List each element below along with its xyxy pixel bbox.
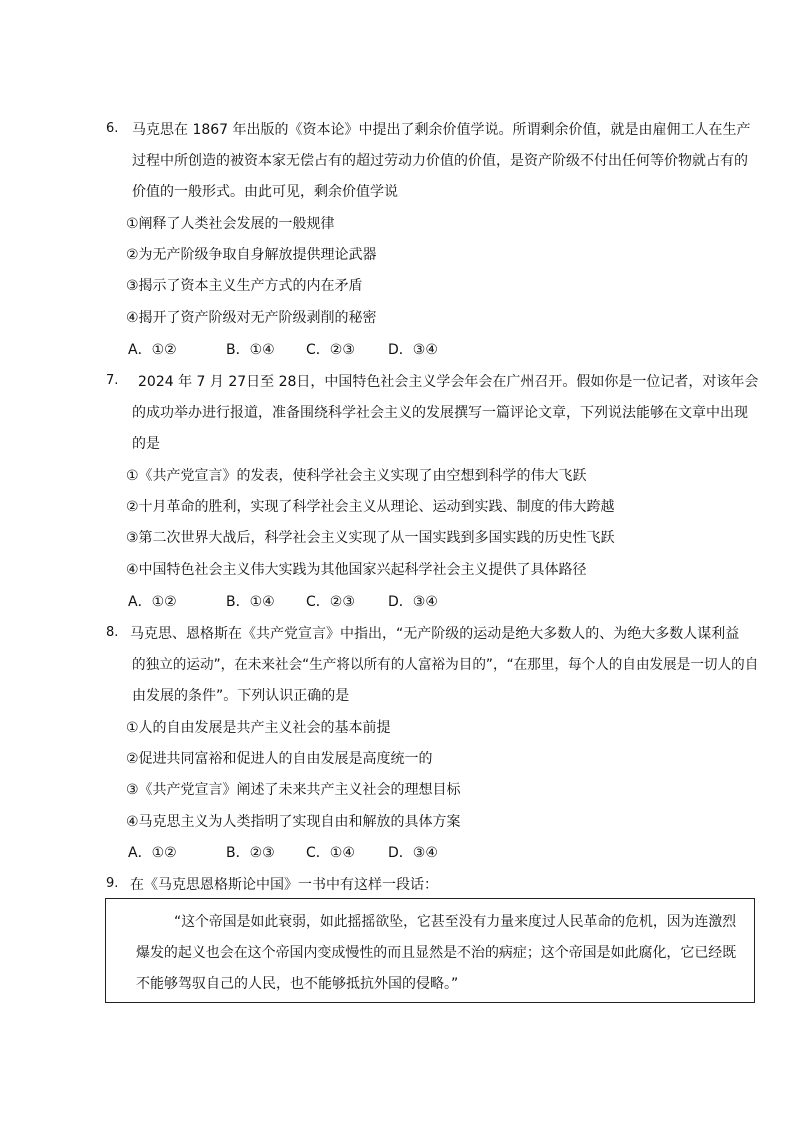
question-stem-line: 的是 [132, 436, 160, 452]
question-stem-line: 的独立的运动”，在未来社会“生产将以所有的人富裕为目的”，“在那里，每个人的自由发展是一切人的自 [132, 657, 759, 673]
statement-2: ②为无产阶级争取自身解放提供理论武器 [126, 247, 377, 263]
question-stem-line: 价值的一般形式。由此可见，剩余价值学说 [132, 184, 398, 200]
answer-options [128, 340, 438, 360]
question-stem-line: 在《马克思恩格斯论中国》一书中有这样一段话： [130, 877, 438, 893]
option-d[interactable]: D．③④ [388, 342, 438, 358]
statement-3: ③第二次世界大战后，科学社会主义实现了从一国实践到多国实践的历史性飞跃 [126, 530, 615, 546]
statement-1: ①阐释了人类社会发展的一般规律 [126, 216, 335, 232]
quotation-box [105, 898, 755, 1003]
option-d[interactable]: D．③④ [388, 594, 438, 610]
option-b[interactable]: B．①④ [226, 594, 275, 610]
statement-4: ④揭开了资产阶级对无产阶级剥削的秘密 [126, 310, 377, 326]
statement-4: ④马克思主义为人类指明了实现自由和解放的具体方案 [126, 814, 461, 830]
question-stem-line: 马克思、恩格斯在《共产党宣言》中指出，“无产阶级的运动是绝大多数人的、为绝大多数人谋利益 [130, 626, 740, 642]
statement-3: ③《共产党宣言》阐述了未来共产主义社会的理想目标 [126, 782, 461, 798]
question-number: 8. [106, 625, 119, 640]
statement-4: ④中国特色社会主义伟大实践为其他国家兴起科学社会主义提供了具体路径 [126, 562, 587, 578]
question-stem-line: 的成功举办进行报道，准备围绕科学社会主义的发展撰写一篇评论文章，下列说法能够在文章中出现 [132, 405, 748, 421]
statement-3: ③揭示了资本主义生产方式的内在矛盾 [126, 278, 363, 294]
option-b[interactable]: B．①④ [226, 342, 275, 358]
option-d[interactable]: D．③④ [388, 845, 438, 861]
option-a[interactable]: A．①② [128, 845, 177, 861]
quotation-line: 不能够驾驭自己的人民，也不能够抵抗外国的侵略。” [136, 976, 459, 992]
answer-options [128, 592, 438, 612]
quotation-line: 爆发的起义也会在这个帝国内变成慢性的而且显然是不治的病症；这个帝国是如此腐化，它已经既 [136, 945, 737, 961]
question-stem-line: 过程中所创造的被资本家无偿占有的超过劳动力价值的价值，是资产阶级不付出任何等价物就占有的 [132, 153, 748, 169]
option-b[interactable]: B．②③ [226, 845, 275, 861]
answer-options [128, 843, 438, 863]
question-stem-line: 由发展的条件”。下列认识正确的是 [132, 688, 350, 704]
option-c[interactable]: C．②③ [306, 342, 355, 358]
statement-2: ②促进共同富裕和促进人的自由发展是高度统一的 [126, 751, 433, 767]
question-number: 6. [106, 121, 119, 136]
question-stem-line: 马克思在 1867 年出版的《资本论》中提出了剩余价值学说。所谓剩余价值，就是由雇佣工人在生产 [132, 122, 751, 138]
quotation-line: “这个帝国是如此衰弱，如此摇摇欲坠，它甚至没有力量来度过人民革命的危机，因为连激烈 [174, 914, 737, 930]
statement-2: ②十月革命的胜利，实现了科学社会主义从理论、运动到实践、制度的伟大跨越 [126, 499, 615, 515]
option-a[interactable]: A．①② [128, 342, 177, 358]
option-c[interactable]: C．①④ [306, 845, 355, 861]
option-a[interactable]: A．①② [128, 594, 177, 610]
question-number: 9. [106, 876, 119, 891]
option-c[interactable]: C．②③ [306, 594, 355, 610]
statement-1: ①人的自由发展是共产主义社会的基本前提 [126, 720, 391, 736]
statement-1: ①《共产党宣言》的发表，使科学社会主义实现了由空想到科学的伟大飞跃 [126, 468, 587, 484]
question-number: 7. [106, 373, 119, 388]
question-stem-line: 2024 年 7 月 27日至 28日，中国特色社会主义学会年会在广州召开。假如你是一位记者，对该年会 [138, 374, 759, 390]
